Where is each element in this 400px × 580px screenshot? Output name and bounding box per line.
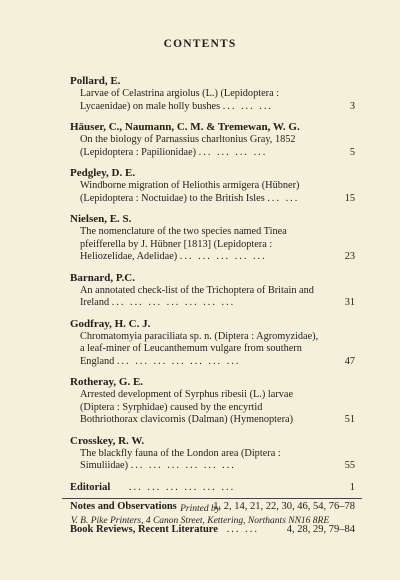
entry-page-number: 55 — [344, 460, 355, 471]
entry-author: Crosskey, R. W. — [70, 434, 145, 447]
dot-leader: ... ... ... — [222, 100, 274, 112]
reviews-label: Book Reviews, Recent Literature — [70, 523, 218, 535]
entry-title-line: Larvae of Celastrina argiolus (L.) (Lepidoptera : — [80, 88, 280, 99]
entry-author: Rotheray, G. E. — [70, 376, 144, 388]
divider-rule — [62, 498, 362, 499]
contents-entry — [70, 318, 355, 369]
contents-entry — [70, 121, 355, 159]
entry-page-number: 51 — [344, 414, 355, 425]
entry-title-line: Bothriothorax clavicornis (Dalman) (Hymenoptera) 51 — [80, 414, 355, 425]
dot-leader: ... ... ... ... ... — [179, 251, 267, 262]
entry-page-number: 31 — [344, 297, 355, 308]
entry-title-line: Arrested development of Syrphus ribesii (L.) larvae — [80, 389, 294, 400]
entry-page-number: 23 — [344, 251, 355, 262]
reviews-page-numbers: 4, 28, 29, 79–84 — [286, 523, 355, 535]
entry-author: Barnard, P.C. — [70, 271, 135, 284]
entry-title-line: Heliozelidae, Adelidae) ... ... ... ... ... 23 — [80, 251, 355, 262]
entry-title-line: Ireland ... ... ... ... ... ... ... 31 — [80, 297, 355, 308]
entry-title-line: Chromatomyia paraciliata sp. n. (Diptera : Agromyzidae), — [80, 330, 319, 342]
entry-author: Nielsen, E. S. — [70, 213, 132, 225]
entry-title-line: Simuliidae) ... ... ... ... ... ... 55 — [80, 460, 355, 471]
notes-page-numbers: 1, 2, 14, 21, 22, 30, 46, 54, 76–78 — [213, 500, 355, 512]
entry-author: Pedgley, D. E. — [70, 167, 136, 179]
entry-page-number: 47 — [344, 355, 355, 367]
entry-title-line: pfeifferella by J. Hübner [1813] (Lepidoptera : — [80, 238, 273, 250]
entry-page-number: 15 — [344, 192, 355, 204]
entry-title-line: (Lepidoptera : Papilionidae) ... ... ... ... 5 — [80, 146, 355, 158]
entry-page-number: 5 — [349, 146, 355, 158]
entry-author: Pollard, E. — [70, 75, 121, 87]
entry-title-line: a leaf-miner of Leucanthemum vulgare from southern — [80, 343, 302, 354]
dot-leader: ... ... — [226, 523, 259, 535]
contents-entry — [70, 435, 355, 473]
printer-line-2: V. B. Pike Printers, 4 Canon Street, Kettering, Northants NN16 8RE — [70, 516, 330, 526]
entry-title-line: The blackfly fauna of the London area (Diptera : — [80, 447, 281, 459]
printer-line-1: Printed by — [180, 504, 220, 514]
entry-title-line: (Diptera : Syrphidae) caused by the encyrtid — [80, 401, 263, 413]
editorial-label: Editorial — [70, 481, 111, 493]
entry-title-line: An annotated check-list of the Trichoptera of Britain and — [80, 284, 314, 296]
contents-entry — [70, 272, 355, 310]
contents-entry — [70, 167, 355, 205]
editorial-entry — [70, 481, 355, 494]
entry-title-line: Windborne migration of Heliothis armigera (Hübner) — [80, 180, 300, 191]
dot-leader: ... ... ... ... ... ... ... — [111, 297, 236, 308]
page-title: CONTENTS — [163, 38, 237, 50]
editorial-page-number: 1 — [349, 481, 355, 493]
entry-author: Häuser, C., Naumann, C. M. & Tremewan, W. G. — [70, 121, 300, 133]
dot-leader: ... ... ... ... ... ... — [130, 460, 236, 471]
notes-label: Notes and Observations — [70, 500, 177, 512]
dot-leader: ... ... ... ... ... ... ... — [116, 355, 241, 367]
entry-page-number: 3 — [349, 100, 355, 112]
entry-author: Godfray, H. C. J. — [70, 317, 151, 330]
entry-title-line: On the biology of Parnassius charltonius Gray, 1852 — [80, 134, 296, 145]
entry-title-line: England ... ... ... ... ... ... ... 47 — [80, 355, 355, 367]
entry-title-line: (Lepidoptera : Noctuidae) to the British Isles ... ... 15 — [80, 192, 355, 204]
entry-title-line: Lycaenidae) on male holly bushes ... ... ... 3 — [80, 100, 355, 112]
contents-entry — [70, 75, 355, 113]
contents-list — [70, 75, 355, 536]
contents-entry — [70, 213, 355, 264]
printer-imprint — [0, 500, 400, 527]
dot-leader: ... ... — [267, 192, 300, 204]
contents-entry — [70, 376, 355, 427]
dot-leader: ... ... ... ... ... ... — [128, 481, 236, 493]
dot-leader: ... ... ... ... — [198, 146, 268, 158]
entry-title-line: The nomenclature of the two species named Tinea — [80, 226, 287, 237]
